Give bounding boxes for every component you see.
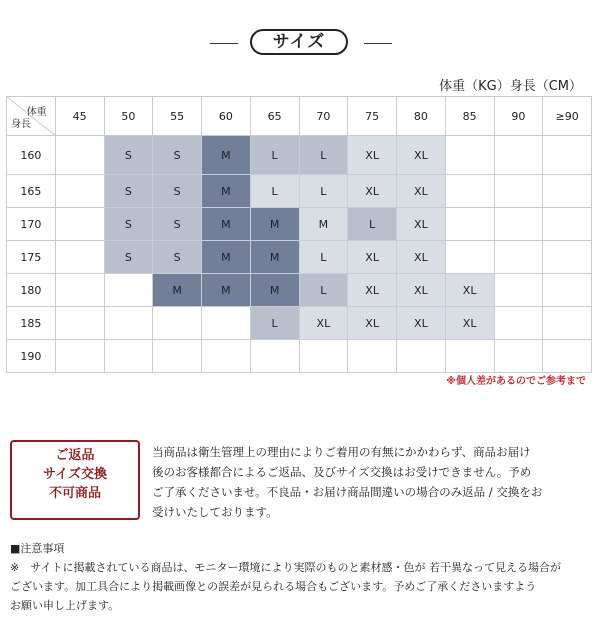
size-cell: XL bbox=[397, 241, 446, 274]
height-header: 185 bbox=[7, 307, 56, 340]
weight-header: 85 bbox=[445, 97, 494, 136]
title-line-right bbox=[364, 43, 392, 44]
size-cell: S bbox=[153, 175, 202, 208]
weight-header: ≥90 bbox=[543, 97, 592, 136]
size-cell bbox=[445, 175, 494, 208]
size-cell bbox=[202, 340, 251, 373]
page-title: サイズ bbox=[250, 29, 348, 55]
size-cell: S bbox=[153, 136, 202, 175]
size-cell: S bbox=[153, 208, 202, 241]
size-cell bbox=[494, 136, 543, 175]
reference-note: ※個人差があるのでご参考まで bbox=[446, 376, 586, 387]
size-cell: XL bbox=[348, 241, 397, 274]
size-cell: M bbox=[250, 241, 299, 274]
weight-header: 90 bbox=[494, 97, 543, 136]
size-cell: XL bbox=[397, 208, 446, 241]
weight-header: 60 bbox=[202, 97, 251, 136]
size-cell: L bbox=[299, 175, 348, 208]
size-cell: L bbox=[250, 136, 299, 175]
size-cell bbox=[55, 241, 104, 274]
size-cell: L bbox=[299, 241, 348, 274]
size-cell bbox=[543, 274, 592, 307]
size-cell: L bbox=[299, 136, 348, 175]
size-cell: XL bbox=[397, 307, 446, 340]
unit-label: 体重（KG）身長（CM） bbox=[439, 79, 582, 94]
size-cell bbox=[299, 340, 348, 373]
size-cell bbox=[55, 307, 104, 340]
size-cell: M bbox=[202, 208, 251, 241]
size-table-body bbox=[7, 136, 592, 373]
weight-header: 75 bbox=[348, 97, 397, 136]
size-cell: XL bbox=[299, 307, 348, 340]
size-cell bbox=[445, 340, 494, 373]
size-cell bbox=[494, 241, 543, 274]
size-cell bbox=[543, 136, 592, 175]
size-cell bbox=[153, 307, 202, 340]
size-cell: S bbox=[104, 241, 153, 274]
title-block bbox=[0, 28, 600, 58]
height-header: 170 bbox=[7, 208, 56, 241]
size-cell bbox=[445, 136, 494, 175]
table-row bbox=[7, 208, 592, 241]
size-cell: XL bbox=[445, 307, 494, 340]
table-row bbox=[7, 274, 592, 307]
size-cell bbox=[494, 175, 543, 208]
table-row bbox=[7, 340, 592, 373]
badge-line: サイズ交換 bbox=[43, 467, 107, 482]
size-cell: L bbox=[250, 307, 299, 340]
table-row bbox=[7, 136, 592, 175]
size-cell: M bbox=[250, 208, 299, 241]
title-line-left bbox=[210, 43, 238, 44]
size-cell bbox=[543, 208, 592, 241]
size-cell: XL bbox=[348, 307, 397, 340]
size-cell: S bbox=[153, 241, 202, 274]
size-cell bbox=[397, 340, 446, 373]
size-cell: XL bbox=[445, 274, 494, 307]
table-corner-cell bbox=[7, 97, 56, 136]
size-cell: S bbox=[104, 175, 153, 208]
weight-header: 55 bbox=[153, 97, 202, 136]
notice-line: お願い申し上げます。 bbox=[10, 599, 120, 612]
size-cell bbox=[494, 307, 543, 340]
weight-header: 50 bbox=[104, 97, 153, 136]
size-cell bbox=[104, 340, 153, 373]
table-header-row bbox=[7, 97, 592, 136]
corner-weight-label: 体重 bbox=[26, 107, 47, 118]
size-cell: XL bbox=[348, 136, 397, 175]
size-cell bbox=[55, 340, 104, 373]
size-cell bbox=[494, 208, 543, 241]
notice-line: ございます。加工具合により掲載画像との誤差が見られる場合もございます。予めご了承くださいますよう bbox=[10, 580, 537, 593]
size-cell bbox=[543, 175, 592, 208]
table-row bbox=[7, 175, 592, 208]
badge-line: ご返品 bbox=[55, 448, 95, 463]
size-cell: L bbox=[348, 208, 397, 241]
weight-header: 70 bbox=[299, 97, 348, 136]
size-cell bbox=[494, 340, 543, 373]
size-cell bbox=[543, 241, 592, 274]
size-cell: XL bbox=[397, 274, 446, 307]
size-cell bbox=[55, 208, 104, 241]
size-cell: M bbox=[202, 175, 251, 208]
size-cell bbox=[250, 340, 299, 373]
badge-line: 不可商品 bbox=[48, 486, 101, 501]
height-header: 175 bbox=[7, 241, 56, 274]
height-header: 180 bbox=[7, 274, 56, 307]
size-cell: S bbox=[104, 136, 153, 175]
size-cell: XL bbox=[348, 274, 397, 307]
return-policy-text bbox=[152, 442, 592, 522]
size-cell: M bbox=[202, 136, 251, 175]
corner-height-label: 身長 bbox=[11, 119, 31, 130]
size-cell bbox=[543, 340, 592, 373]
size-cell bbox=[445, 241, 494, 274]
height-header: 190 bbox=[7, 340, 56, 373]
weight-header: 80 bbox=[397, 97, 446, 136]
weight-header: 45 bbox=[55, 97, 104, 136]
size-cell bbox=[202, 307, 251, 340]
policy-line: 後のお客様都合によるご返品、及びサイズ交換はお受けできません。予め bbox=[152, 465, 532, 479]
notice-body bbox=[10, 558, 590, 615]
size-cell: L bbox=[250, 175, 299, 208]
size-cell: M bbox=[250, 274, 299, 307]
size-cell bbox=[104, 307, 153, 340]
policy-line: ご了承くださいませ。不良品・お届け商品間違いの場合のみ返品 / 交換をお bbox=[152, 485, 543, 499]
size-cell: M bbox=[202, 241, 251, 274]
table-row bbox=[7, 307, 592, 340]
size-cell bbox=[445, 208, 494, 241]
size-cell: XL bbox=[348, 175, 397, 208]
size-cell bbox=[348, 340, 397, 373]
size-cell bbox=[494, 274, 543, 307]
size-cell bbox=[104, 274, 153, 307]
size-cell: XL bbox=[397, 175, 446, 208]
size-cell bbox=[543, 307, 592, 340]
no-return-badge bbox=[10, 440, 140, 520]
size-cell bbox=[153, 340, 202, 373]
height-header: 165 bbox=[7, 175, 56, 208]
height-header: 160 bbox=[7, 136, 56, 175]
size-cell bbox=[55, 136, 104, 175]
size-cell: M bbox=[202, 274, 251, 307]
table-row bbox=[7, 241, 592, 274]
size-cell bbox=[55, 175, 104, 208]
size-chart-table bbox=[6, 96, 592, 373]
policy-line: 受けいたしております。 bbox=[152, 505, 278, 519]
size-cell: M bbox=[153, 274, 202, 307]
policy-line: 当商品は衛生管理上の理由によりご着用の有無にかかわらず、商品お届け bbox=[152, 445, 531, 459]
size-cell: M bbox=[299, 208, 348, 241]
size-cell: S bbox=[104, 208, 153, 241]
weight-header: 65 bbox=[250, 97, 299, 136]
size-cell: XL bbox=[397, 136, 446, 175]
notice-heading: ■注意事項 bbox=[10, 542, 65, 555]
size-cell: L bbox=[299, 274, 348, 307]
notice-line: ※ サイトに掲載されている商品は、モニター環境により実際のものと素材感・色が 若干異なって見える場合が bbox=[10, 561, 561, 574]
size-cell bbox=[55, 274, 104, 307]
